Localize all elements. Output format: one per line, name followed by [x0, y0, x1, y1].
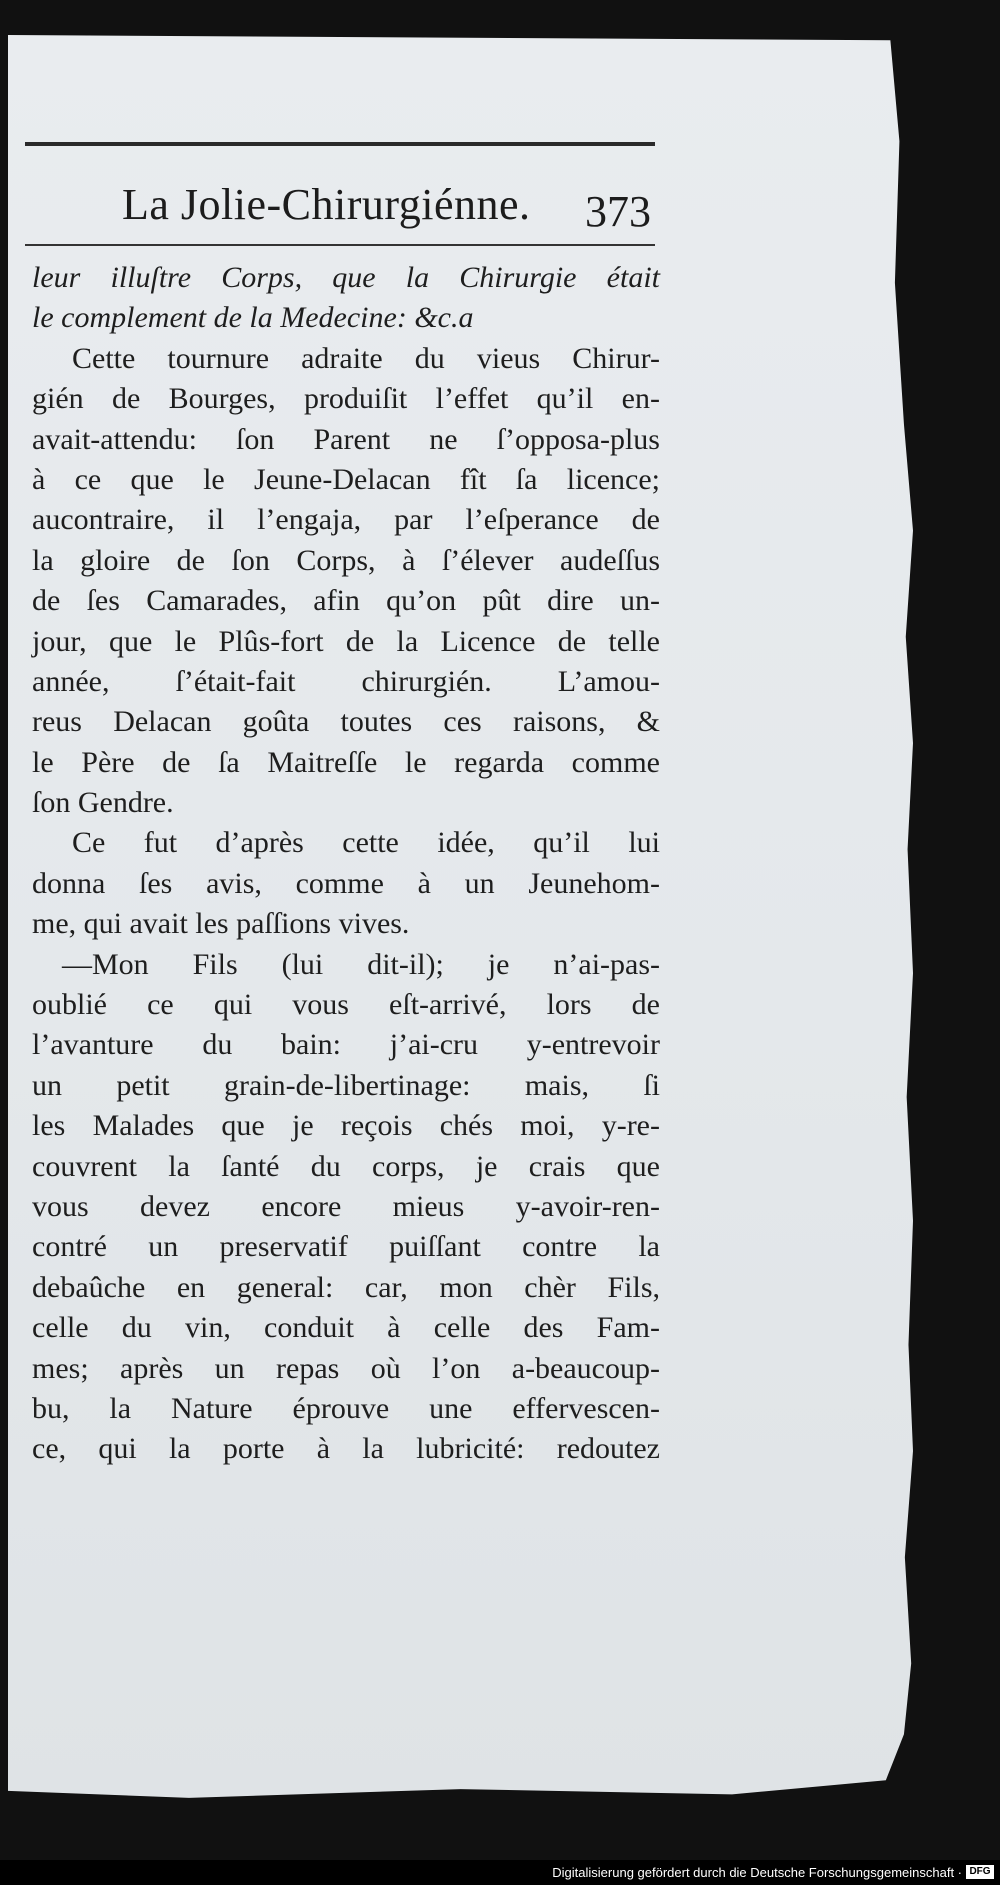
page-body-text	[32, 258, 660, 1470]
text-line: gién de Bourges, produiſit l’effet qu’il en-	[32, 382, 660, 416]
text-line: reus Delacan goûta toutes ces raisons, &	[32, 705, 660, 739]
running-head-title: La Jolie-Chirurgiénne.	[122, 180, 531, 229]
text-line: celle du vin, conduit à celle des Fam-	[32, 1311, 660, 1345]
page-number: 373	[585, 187, 651, 236]
header-rule-top	[25, 142, 655, 146]
text-line: oublié ce qui vous eſt-arrivé, lors de	[32, 988, 660, 1022]
text-line: leur illuſtre Corps, que la Chirurgie était	[32, 261, 660, 294]
text-line: Cette tournure adraite du vieus Chirur-	[72, 341, 660, 375]
text-line: de ſes Camarades, afin qu’on pût dire un-	[32, 584, 660, 618]
text-line: mes; après un repas où l’on a-beaucoup-	[32, 1351, 660, 1385]
text-line: un petit grain-de-libertinage: mais, ſi	[32, 1068, 660, 1102]
text-line: à ce que le Jeune-Delacan fît ſa licence;	[32, 462, 660, 496]
text-line: l’avanture du bain: j’ai-cru y-entrevoir	[32, 1028, 660, 1062]
text-line: contré un preservatif puiſſant contre la	[32, 1230, 660, 1264]
text-line: avait-attendu: ſon Parent ne ſ’opposa-plus	[32, 422, 660, 456]
text-line: Ce fut d’après cette idée, qu’il lui	[72, 826, 660, 860]
header-rule-bottom	[25, 244, 655, 246]
text-line: me, qui avait les paſſions vives.	[32, 907, 410, 941]
text-line: —Mon Fils (lui dit-il); je n’ai-pas-	[62, 947, 660, 981]
dfg-logo: DFG	[966, 1865, 994, 1879]
text-line: les Malades que je reçois chés moi, y-re-	[32, 1109, 660, 1143]
text-line: debaûche en general: car, mon chèr Fils,	[32, 1270, 660, 1304]
text-line: jour, que le Plûs-fort de la Licence de telle	[32, 624, 660, 658]
text-line: ſon Gendre.	[32, 786, 174, 820]
text-line: le Père de ſa Maitreſſe le regarda comme	[32, 745, 660, 779]
text-line: donna ſes avis, comme à un Jeunehom-	[32, 866, 660, 900]
text-line: vous devez encore mieus y-avoir-ren-	[32, 1189, 660, 1223]
digitization-credit: Digitalisierung gefördert durch die Deutsche Forschungsgemeinschaft ·	[552, 1865, 962, 1880]
text-line: ce, qui la porte à la lubricité: redoutez	[32, 1432, 660, 1466]
text-line: couvrent la ſanté du corps, je crais que	[32, 1149, 660, 1183]
text-line: bu, la Nature éprouve une effervescen-	[32, 1391, 660, 1425]
text-line: année, ſ’était-fait chirurgién. L’amou-	[32, 664, 660, 698]
text-line: le complement de la Medecine: &c.a	[32, 301, 474, 335]
text-line: la gloire de ſon Corps, à ſ’élever audeſſus	[32, 543, 660, 577]
text-line: aucontraire, il l’engaja, par l’eſperance de	[32, 503, 660, 537]
